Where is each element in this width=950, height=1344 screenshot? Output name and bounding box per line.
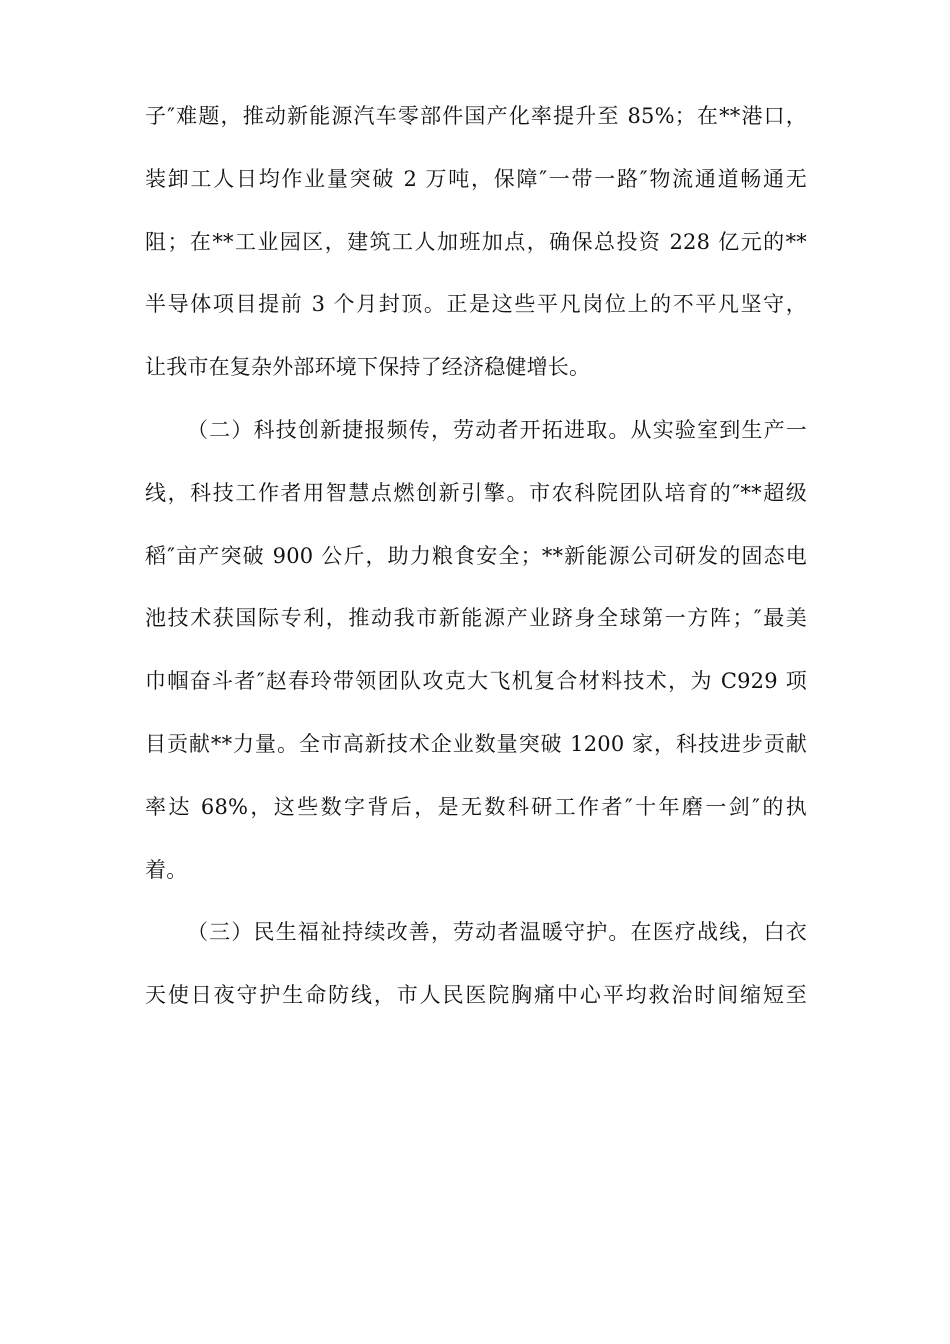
- text-line: 让我市在复杂外部环境下保持了经济稳健增长。: [145, 355, 591, 380]
- text-line: 线，科技工作者用智慧点燃创新引擎。市农科院团队培育的″**超级: [145, 480, 807, 505]
- paragraph-economic-growth: [145, 85, 807, 399]
- paragraph-tech-innovation: [145, 399, 807, 901]
- text-line: 天使日夜守护生命防线，市人民医院胸痛中心平均救治时间缩短至: [145, 983, 807, 1008]
- text-line: 稻″亩产突破 900 公斤，助力粮食安全；**新能源公司研发的固态电: [145, 543, 807, 568]
- text-line: 率达 68%，这些数字背后，是无数科研工作者″十年磨一剑″的执: [145, 794, 807, 819]
- text-line: 半导体项目提前 3 个月封顶。正是这些平凡岗位上的不平凡坚守，: [145, 292, 807, 317]
- document-body: [145, 85, 807, 1027]
- text-line: 目贡献**力量。全市高新技术企业数量突破 1200 家，科技进步贡献: [145, 731, 807, 756]
- section-heading-line: （三）民生福祉持续改善，劳动者温暖守护。在医疗战线，白衣: [187, 920, 807, 945]
- text-line: 着。: [145, 857, 188, 882]
- text-line: 子″难题，推动新能源汽车零部件国产化率提升至 85%；在**港口，: [145, 104, 807, 128]
- section-heading-line: （二）科技创新捷报频传，劳动者开拓进取。从实验室到生产一: [187, 417, 807, 442]
- text-line: 装卸工人日均作业量突破 2 万吨，保障″一带一路″物流通道畅通无: [145, 166, 807, 191]
- text-line: 阻；在**工业园区，建筑工人加班加点，确保总投资 228 亿元的**: [145, 229, 807, 254]
- text-line: 巾帼奋斗者″赵春玲带领团队攻克大飞机复合材料技术，为 C929 项: [145, 669, 807, 694]
- text-line: 池技术获国际专利，推动我市新能源产业跻身全球第一方阵；″最美: [145, 606, 807, 631]
- paragraph-livelihood: [145, 901, 807, 1027]
